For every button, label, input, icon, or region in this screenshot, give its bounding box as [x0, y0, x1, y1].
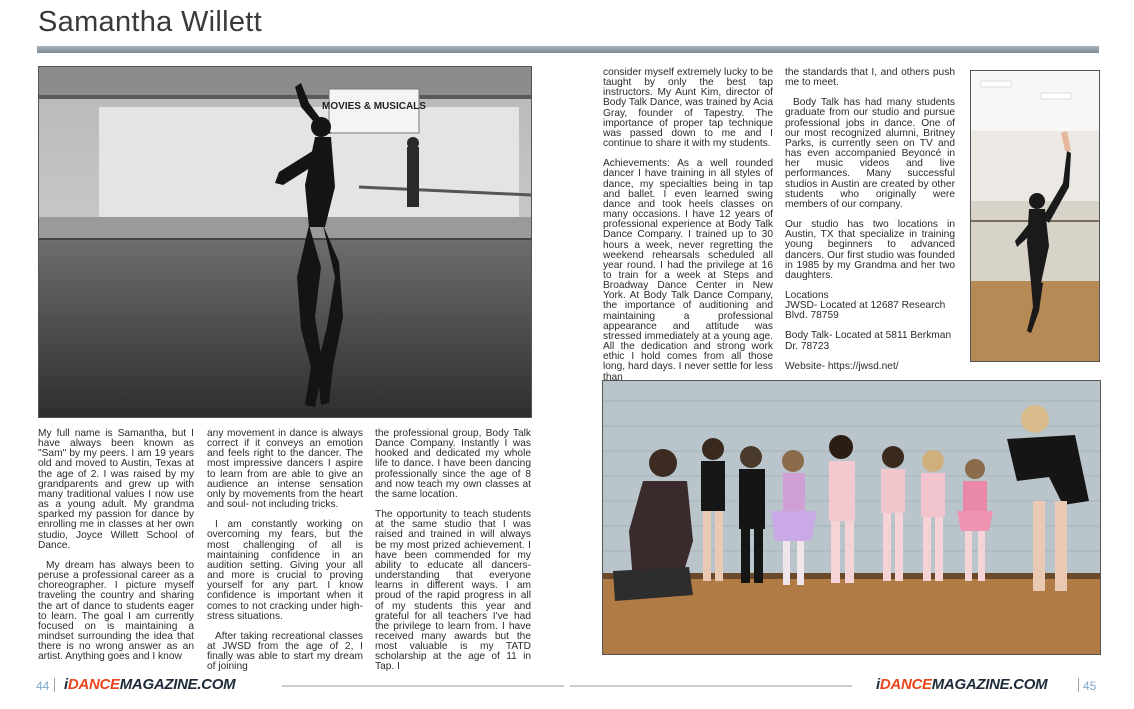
paragraph: I am constantly working on overcoming my fears, but the most challenging of all is maintaining confidence in an audition setting. Giving your all and more is crucial to proving yourself for any part. I know confidence is important when it comes to not cracking under high-stress situations. [207, 519, 363, 622]
logo-i: i [876, 676, 880, 693]
footer-rule-right [570, 685, 852, 687]
page-number-separator [54, 678, 55, 692]
magazine-logo-right [876, 676, 1047, 693]
dancer-extension-photo [970, 70, 1100, 362]
paragraph: After taking recreational classes at JWSD from the age of 2, I finally was able to start my dream of joining [207, 630, 363, 673]
left-page-column-3 [375, 429, 531, 683]
left-page-column-1 [38, 429, 194, 672]
paragraph: Body Talk has had many students graduate from our studio and pursue professional jobs in dance. One of our most recognized alumni, Britney Parks, is currently seen on TV and has even accompanied Beyoncé in her music videos and live performances. Many successful studios in Austin are created by other students who originally were members of our company. [785, 97, 955, 210]
right-page-column-2 [785, 68, 955, 382]
class-group-photo [602, 380, 1101, 655]
left-page-number: 44 [36, 679, 50, 693]
paragraph: the standards that I, and others push me to meet. [785, 67, 955, 89]
paragraph: consider myself extremely lucky to be taught by only the best tap instructors. My Aunt Kim, director of Body Talk Dance, was trained by Acia Gray, founder of Tapestry. The importance of proper tap technique was passed down to me and I continue to share it with my students. [603, 67, 773, 150]
paragraph: My full name is Samantha, but I have always been known as "Sam" by my peers. I am 19 years old and moved to Austin, Texas at the age of 2. I was raised by my grandparents and grew up with many traditional values I now use as a young adult. My grandma sparked my passion for dance by enrolling me in classes at her own studio, Joyce Willett School of Dance. [38, 428, 194, 551]
paragraph: the professional group, Body Talk Dance Company. Instantly I was hooked and dedicated my whole life to dance. I have been dancing professionally since the age of 8 and now teach my own classes at the same location. [375, 428, 531, 500]
locations-block: Locations JWSD- Located at 12687 Research Blvd. 78759 [785, 289, 946, 322]
footer-rule-left [282, 685, 564, 687]
logo-i: i [64, 676, 68, 693]
article-title: Samantha Willett [38, 6, 262, 38]
studio-sign-text: MOVIES & MUSICALS [322, 101, 426, 112]
logo-dance: DANCE [67, 676, 120, 693]
paragraph: The opportunity to teach students at the same studio that I was raised and trained in will always be my most prized achievement. I have been commended for my ability to educate all dancers- understanding that everyone learns in different ways. I am proud of the rapid progress in all of my students this year and grateful for all teachers I've had the privilege to learn from. I have received many awards but the most valuable is my TATD scholarship at the age of 11 in Tap. I [375, 509, 531, 673]
logo-magazine: MAGAZINE.COM [931, 676, 1048, 693]
right-page-number: 45 [1083, 679, 1097, 693]
logo-dance: DANCE [879, 676, 932, 693]
logo-magazine: MAGAZINE.COM [119, 676, 236, 693]
website-line: Website- https://jwsd.net/ [785, 360, 899, 372]
page-number-separator [1078, 678, 1079, 692]
paragraph: any movement in dance is always correct if it conveys an emotion and feels right to the dancer. The most impressive dancers I aspire to learn from are able to give an audience an intense sensation only by movements from the heart and soul- not including tricks. [207, 428, 363, 511]
dancer-studio-photo [38, 66, 532, 418]
title-divider-bar [37, 46, 1099, 53]
paragraph: Achievements: As a well rounded dancer I have training in all styles of dance, my specialties being in tap and ballet. I even learned swing dance and took heels classes on many occasions. I have 12 years of professional experience at Body Talk Dance Company. I trained up to 30 hours a week, never regretting the weekend rehearsals scheduled all year round. I had the privilege at 16 to train for a week at Steps and Broadway Dance Center in New York. At Body Talk Dance Company, the importance of auditioning and maintaining a professional appearance and attitude was stressed immediately at a young age. All the dedication and strong work ethic I hold comes from all those long, hard days. I never settle for less than [603, 158, 773, 383]
magazine-logo-left [64, 676, 235, 693]
right-page-column-1 [603, 68, 773, 393]
paragraph: Body Talk- Located at 5811 Berkman Dr. 78723 [785, 330, 952, 352]
paragraph: My dream has always been to peruse a professional career as a choreographer. I picture myself traveling the country and sharing the art of dance to students eager to learn. The goal I am currently focused on is maintaining a mindset surrounding the idea that there is no wrong answer as an artist. Anything goes and I know [38, 559, 194, 663]
left-page-column-2 [207, 429, 363, 682]
paragraph: Our studio has two locations in Austin, TX that specialize in training young beginners to advanced dancers. Our first studio was founded in 1985 by my Grandma and her two daughters. [785, 219, 955, 281]
